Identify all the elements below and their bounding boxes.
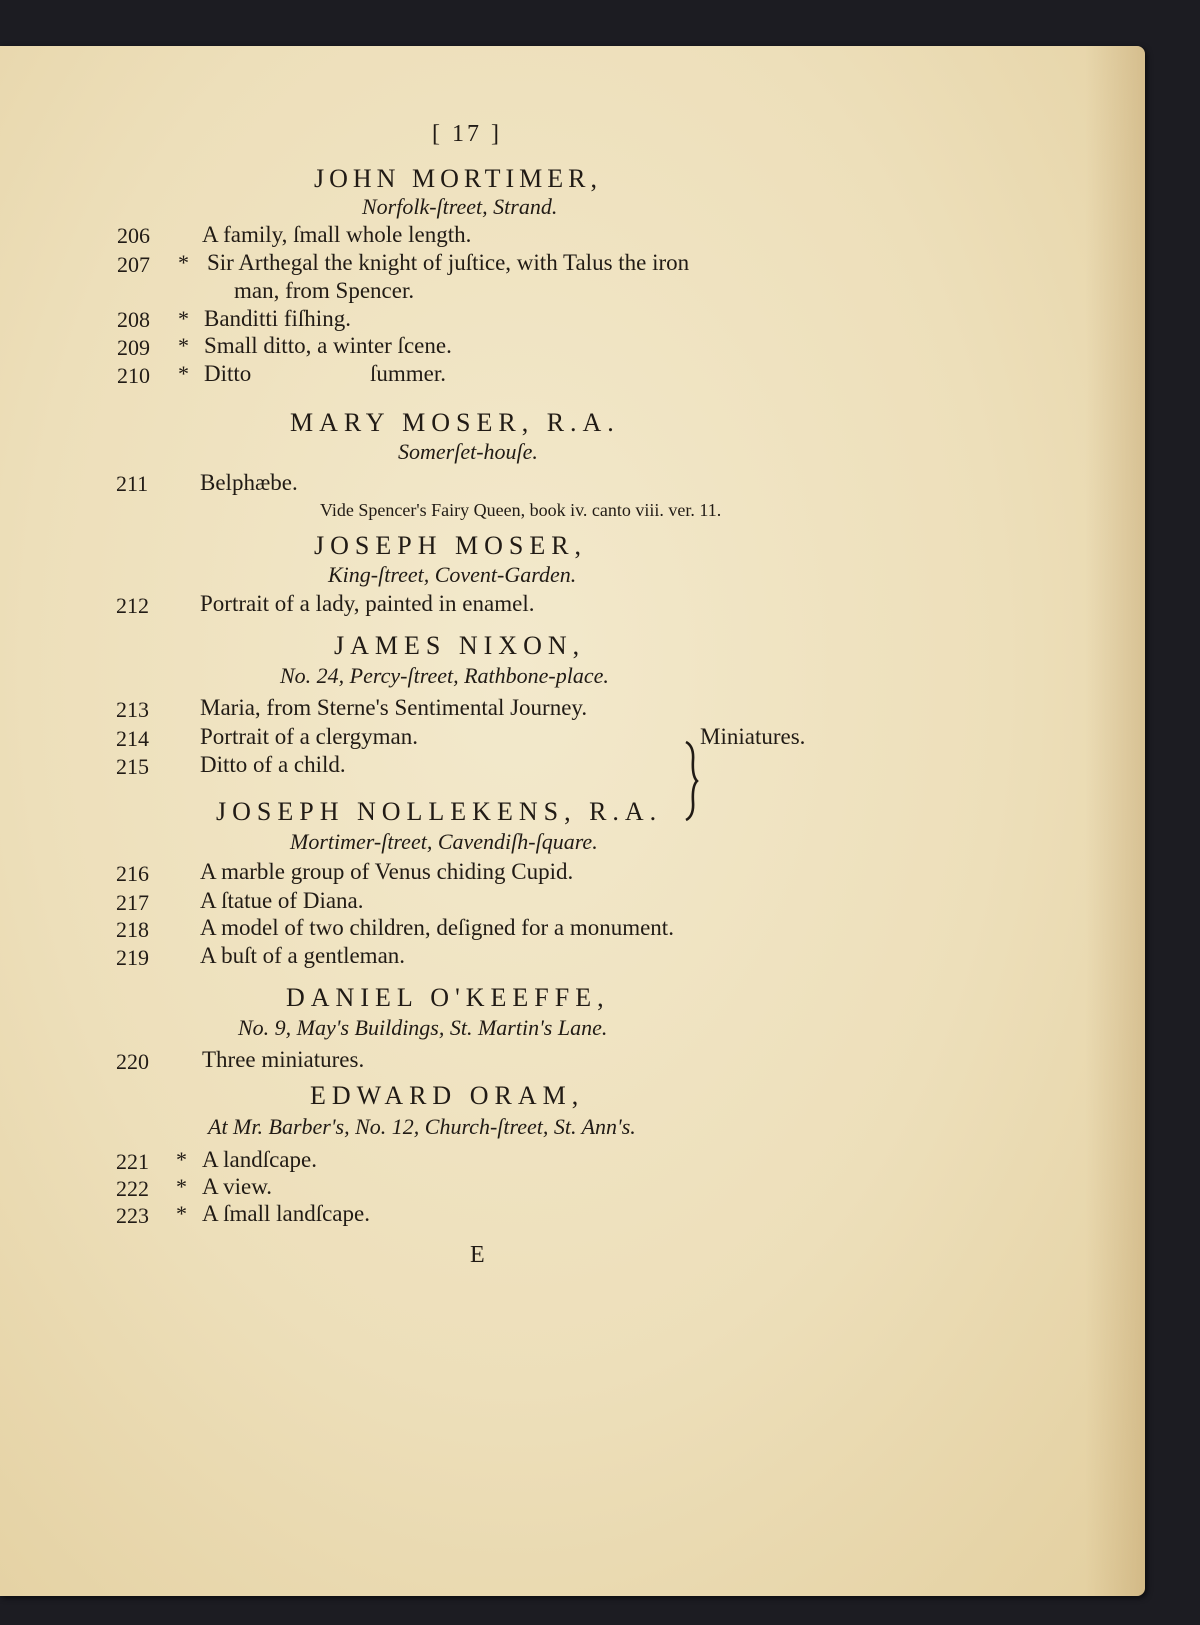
entry-number: 222	[116, 1176, 149, 1201]
entry-number: 206	[117, 223, 150, 248]
entry-number: 216	[116, 861, 149, 886]
entry-number: 211	[116, 471, 149, 496]
entry-number: 223	[116, 1203, 149, 1228]
entry-title: Banditti fiſhing.	[204, 306, 351, 331]
artist-heading: MARY MOSER, R.A.	[290, 408, 620, 437]
entry-title-continued: man, from Spencer.	[234, 278, 415, 303]
entry-title: Small ditto, a winter ſcene.	[204, 333, 452, 358]
entry-title: A ſmall landſcape.	[202, 1201, 370, 1226]
entry-number: 217	[116, 890, 149, 915]
exhibit-star: *	[176, 1174, 187, 1199]
artist-heading: DANIEL O'KEEFFE,	[286, 983, 610, 1012]
entry-title: A landſcape.	[202, 1147, 317, 1172]
artist-address: At Mr. Barber's, No. 12, Church-ſtreet, St. Ann's.	[208, 1114, 636, 1139]
entry-title: Portrait of a lady, painted in enamel.	[200, 591, 535, 616]
entry-reference-note: Vide Spencer's Fairy Queen, book iv. canto viii. ver. 11.	[320, 500, 722, 520]
artist-heading: EDWARD ORAM,	[310, 1081, 585, 1110]
entry-number: 219	[116, 945, 149, 970]
entry-number: 214	[116, 726, 149, 751]
exhibit-star: *	[178, 361, 189, 386]
catalogue-page	[0, 46, 1145, 1596]
artist-heading: JAMES NIXON,	[334, 631, 586, 660]
entry-title: Belphæbe.	[200, 470, 298, 495]
entry-title: Portrait of a clergyman.	[200, 724, 419, 749]
group-label: Miniatures.	[700, 724, 806, 749]
entry-number: 220	[116, 1049, 149, 1074]
entry-title-part: ſummer.	[370, 361, 447, 386]
entry-number: 209	[117, 335, 150, 360]
artist-address: No. 24, Percy-ſtreet, Rathbone-place.	[280, 663, 609, 688]
entry-title: A buſt of a gentleman.	[200, 943, 406, 968]
entry-title: A model of two children, deſigned for a monument.	[200, 915, 674, 940]
entry-title: A view.	[202, 1174, 273, 1199]
entry-title: A marble group of Venus chiding Cupid.	[200, 859, 574, 884]
exhibit-star: *	[178, 333, 189, 358]
entry-title: A ſtatue of Diana.	[200, 888, 364, 913]
exhibit-star: *	[176, 1201, 187, 1226]
artist-address: No. 9, May's Buildings, St. Martin's Lane.	[238, 1015, 608, 1040]
entry-number: 215	[116, 754, 149, 779]
entry-number: 213	[116, 697, 149, 722]
exhibit-star: *	[178, 250, 189, 275]
entry-number: 212	[116, 593, 149, 618]
entry-title: Ditto of a child.	[200, 752, 346, 777]
entry-number: 207	[117, 252, 150, 277]
entry-number: 218	[116, 917, 149, 942]
artist-address: Norfolk-ſtreet, Strand.	[362, 194, 558, 219]
artist-address: Mortimer-ſtreet, Cavendiſh-ſquare.	[290, 829, 598, 854]
entry-number: 221	[116, 1149, 149, 1174]
artist-address: Somerſet-houſe.	[398, 439, 538, 464]
exhibit-star: *	[178, 306, 189, 331]
entry-number: 210	[117, 363, 150, 388]
entry-title: Ditto	[204, 361, 252, 386]
artist-heading: JOSEPH MOSER,	[314, 531, 588, 560]
page-number: [ 17 ]	[432, 121, 502, 147]
artist-address: King-ſtreet, Covent-Garden.	[328, 562, 577, 587]
artist-heading: JOSEPH NOLLEKENS, R.A.	[216, 797, 663, 826]
exhibit-star: *	[176, 1147, 187, 1172]
entry-title: Sir Arthegal the knight of juſtice, with Talus the iron	[207, 250, 690, 275]
entry-title: Three miniatures.	[202, 1047, 365, 1072]
artist-heading: JOHN MORTIMER,	[314, 164, 603, 193]
curly-brace-icon	[683, 740, 699, 822]
entry-number: 208	[117, 307, 150, 332]
entry-title: A family, ſmall whole length.	[202, 222, 472, 247]
entry-title: Maria, from Sterne's Sentimental Journey.	[200, 695, 588, 720]
signature-mark: E	[470, 1242, 485, 1268]
